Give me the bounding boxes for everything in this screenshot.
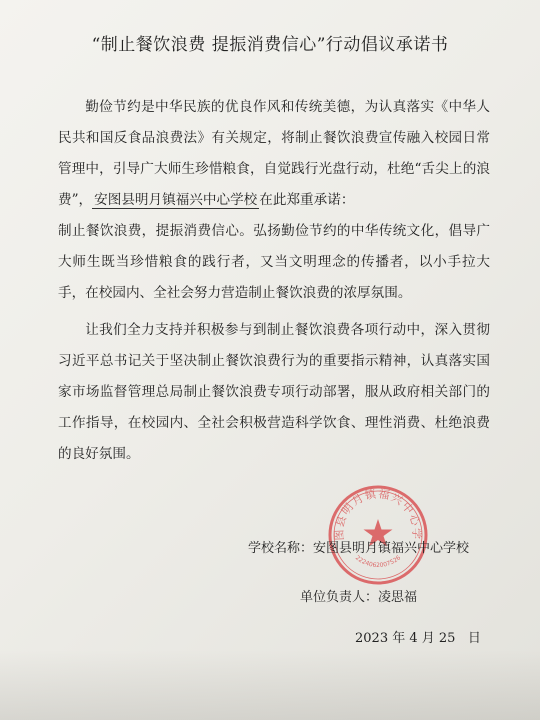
paragraph-1-text-a: 勤俭节约是中华民族的优良作风和传统美德，为认真落实《中华人民共和国反食品浪费法》有关规定，将制止餐饮浪费宣传融入校园日常管理中，引导广大师生珍惜粮食，自觉践行光盘行动，杜绝“舌尖上的浪费”， <box>58 99 490 208</box>
signature-date: 2023 年 4 月 25 日 <box>355 631 481 646</box>
inline-school-name: 安图县明月镇福兴中心学校 <box>94 192 258 208</box>
paragraph-3: 让我们全力支持并积极参与到制止餐饮浪费各项行动中，深入贯彻习近平总书记关于坚决制止餐饮浪费行为的重要指示精神，认真落实国家市场监督管理总局制止餐饮浪费专项行动部署，服从政府相关部门的工作指导，在校园内、全社会积极营造科学饮食、理性消费、杜绝浪费的良好氛围。 <box>58 322 490 462</box>
paragraph-2: 制止餐饮浪费，提振消费信心。弘扬勤俭节约的中华传统文化，倡导广大师生既当珍惜粮食的践行者，又当文明理念的传播者，以小手拉大手，在校园内、全社会努力营造制止餐饮浪费的浓厚氛围。 <box>58 223 490 301</box>
paper-shadow <box>0 650 540 720</box>
paragraph-1-text-b: 在此郑重承诺： <box>259 192 355 208</box>
document-body <box>58 92 490 470</box>
signature-school-name: 学校名称：安图县明月镇福兴中心学校 <box>248 541 470 556</box>
paragraph-1 <box>58 92 490 216</box>
svg-text:2224062007526 <box>354 554 402 569</box>
signature-person: 单位负责人：凌思福 <box>300 590 418 605</box>
seal-text: 图县明月镇福兴中心学 <box>332 487 424 541</box>
seal-number: 2224062007526 <box>353 554 403 569</box>
official-seal <box>326 483 430 587</box>
document-title: “制止餐饮浪费 提振消费信心”行动倡议承诺书 <box>91 35 449 55</box>
